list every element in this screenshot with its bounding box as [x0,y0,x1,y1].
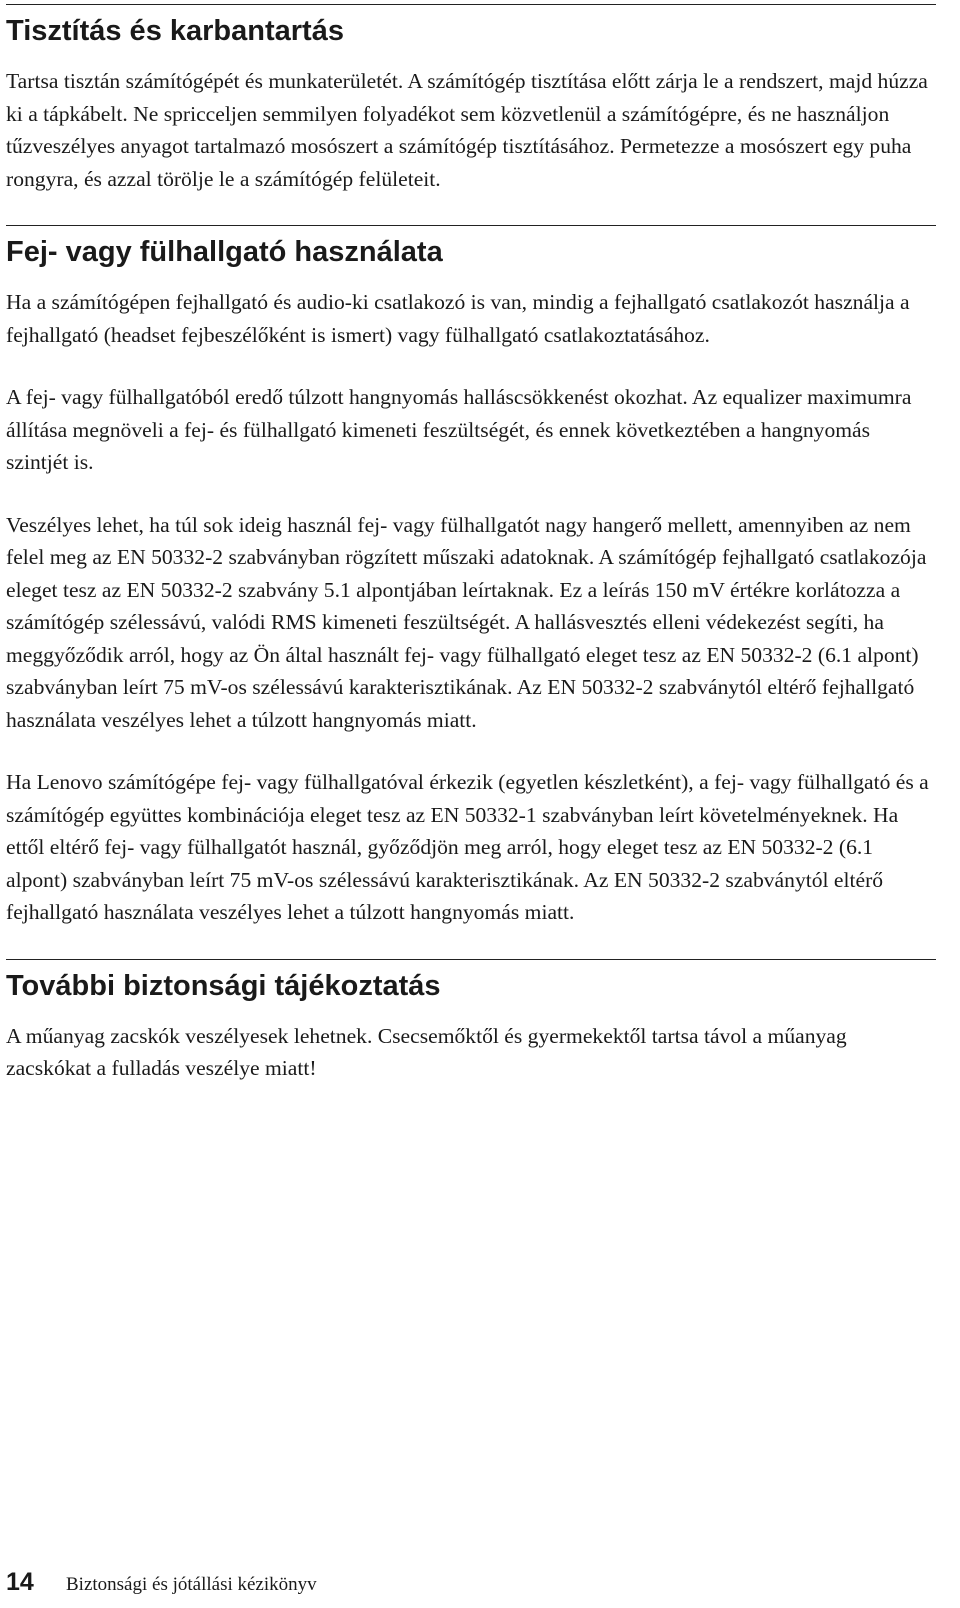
section-paragraph: Ha a számítógépen fejhallgató és audio-ki csatlakozó is van, mindig a fejhallgató csatlakozót használja a fejhallgató (headset fejbeszélőként is ismert) vagy fülhallgató csatlakoztatásához. [6,290,910,347]
section-heading: Fej- vagy fülhallgató használata [6,236,443,268]
section-additional-safety [6,959,936,1085]
page-number: 14 [6,1568,34,1596]
document-page [6,0,936,1115]
section-paragraph: Veszélyes lehet, ha túl sok ideig használ fej- vagy fülhallgatót nagy hangerő mellett, amennyiben az nem felel meg az EN 50332-2 szabványban rögzített műszaki adatoknak. A számítógép fejhallgató csatlakozója eleget tesz az EN 50332-2 szabvány 5.1 alpontjában leírtaknak. Ez a leírás 150 mV értékre korlátozza a számítógép szélessávú, valódi RMS kimeneti feszültségét. A hallásvesztés elleni védekezést segíti, ha meggyőződik arról, hogy az Ön által használt fej- vagy fülhallgató eleget tesz az EN 50332-2 (6.1 alpont) szabványban leírt 75 mV-os szélessávú karakterisztikának. Az EN 50332-2 szabványtól eltérő fejhallgató használata veszélyes lehet a túlzott hangnyomás miatt. [6,512,927,732]
section-heading: Tisztítás és karbantartás [6,15,344,47]
section-paragraph: A műanyag zacskók veszélyesek lehetnek. Csecsemőktől és gyermekektől tartsa távol a műanyag zacskókat a fulladás veszélye miatt! [6,1023,847,1080]
section-paragraph: Ha Lenovo számítógépe fej- vagy fülhallgatóval érkezik (egyetlen készletként), a fej- vagy fülhallgató és a számítógép együttes kombinációja eleget tesz az EN 50332-1 szabványban leírt követelményeknek. Ha ettől eltérő fej- vagy fülhallgatót használ, győződjön meg arról, hogy eleget tesz az EN 50332-2 (6.1 alpont) szabványban leírt 75 mV-os szélessávú karakterisztikának. Az EN 50332-2 szabványtól eltérő fejhallgató használata veszélyes lehet a túlzott hangnyomás miatt. [6,770,929,924]
section-cleaning [6,4,936,195]
section-heading: További biztonsági tájékoztatás [6,969,441,1002]
section-headphones [6,225,936,929]
section-paragraph: A fej- vagy fülhallgatóból eredő túlzott hangnyomás halláscsökkenést okozhat. Az equalizer maximumra állítása megnöveli a fej- és fülhallgató kimeneti feszültségét, és ennek következtében a hangnyomás szintjét is. [6,385,912,474]
page-footer [6,1568,317,1598]
section-paragraph: Tartsa tisztán számítógépét és munkaterületét. A számítógép tisztítása előtt zárja le a rendszert, majd húzza ki a tápkábelt. Ne spricceljen semmilyen folyadékot sem közvetlenül a számítógépre, és ne használjon tűzveszélyes anyagot tartalmazó mosószert a számítógép tisztításához. Permetezze a mosószert egy puha rongyra, és azzal törölje le a számítógép felületeit. [6,69,928,191]
book-title: Biztonsági és jótállási kézikönyv [66,1574,317,1595]
